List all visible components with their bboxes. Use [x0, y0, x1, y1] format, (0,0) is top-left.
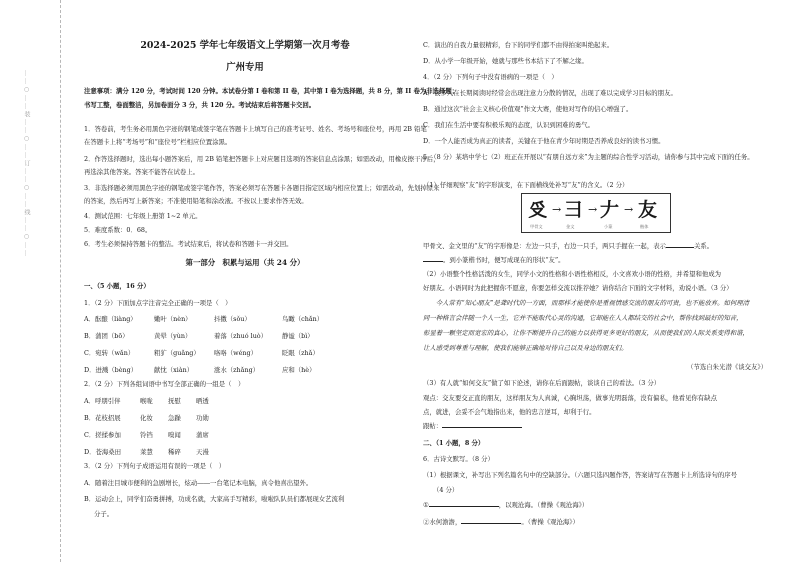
q5-stem: 5．（8 分）某培中学七（2）班正在开展以“有朋自远方来”为主题的综合性学习活动，请你参与其中完成下面的任务。 — [423, 153, 754, 161]
q1-a-2: 嫩叶（nèn） — [154, 315, 192, 323]
q1-option-b — [84, 331, 406, 341]
q1-c-4: 眨眼（zhǎ） — [282, 349, 319, 357]
q5-t1a: 甲骨文、金文里的“友”的字形像是：左边一只手，右边一只手，两只手握在一起，表示 — [423, 242, 666, 250]
q2-c-1: C．搓揉参加 — [84, 431, 121, 439]
q2-c-2: 铃铛 — [140, 431, 153, 439]
q2-a-1: A．呼朋引伴 — [84, 397, 121, 405]
notes-line-6: 3．非选择题必须用黑色字迹的钢笔或签字笔作答，答案必须写在答题卡各题目指定区域内相应位置上；如需改动，先划掉原来 — [84, 184, 440, 192]
q2-option-a — [84, 396, 406, 406]
q5-task1-text-a — [423, 241, 767, 251]
group1-heading: 一、（5 小题，16 分） — [84, 282, 150, 290]
arrow-icon: → — [624, 203, 634, 216]
q5-reply-label: 跟帖： — [423, 422, 443, 430]
q4-option-a: A．很多人在长期阅读时经常会出现注意力分散的情况，出现了难以完成学习目标的朋友。 — [423, 89, 677, 97]
q6-l1-prefix: ① — [423, 501, 429, 509]
q4-option-c: C．我们在生活中要有积极乐观的态度，认识到困难的勇气。 — [423, 121, 595, 129]
exam-title: 2024-2025 学年七年级语文上学期第一次月考卷 — [140, 40, 350, 51]
q1-b-4: 静谧（bì） — [282, 332, 314, 340]
quote-line-2: 同一种格言会伴随一个人一生，它并不能取代心灵的沟通，它却能在人人都结交的社会中，帮你找到最好的知音， — [423, 314, 743, 322]
notes-line-10: 6．考生必须保持答题卡的整洁。考试结束后，将试卷和答题卡一并交回。 — [84, 240, 293, 248]
q6-line-1 — [423, 500, 767, 510]
notes-line-4: 2．作答选择题时，选出每小题答案后，用 2B 铅笔把答题卡上对应题目选项的答案信息点涂黑；如需改动，用橡皮擦干净后， — [84, 155, 440, 163]
q1-option-c — [84, 348, 406, 358]
q5-reply — [423, 421, 767, 431]
q2-option-d — [84, 447, 406, 457]
quote-line-3: 彰显着一颗坚定而宽宏的真心，让你不断提升自己的能力以获得更多更好的朋友，从而使我们的人际关系变得和谐， — [423, 329, 749, 337]
notes-line-5: 再选涂其他答案。答案不能答在试卷上。 — [84, 168, 200, 176]
exam-subtitle: 广州专用 — [226, 62, 264, 73]
q2-c-3: 嗅闻 — [168, 431, 181, 439]
q6-l2-prefix: ②水何澹澹， — [423, 518, 462, 526]
q6-line-2 — [423, 517, 767, 527]
q2-b-2: 化妆 — [140, 414, 153, 422]
q6-task1-b: （4 分） — [433, 486, 459, 494]
q3-stem: 3．（2 分）下列句子成语运用有误的一项是（ ） — [84, 462, 226, 470]
q4-stem: 4．（2 分）下列句子中没有语病的一项是（ ） — [423, 73, 558, 81]
glyph-seal: 𠂇 — [600, 199, 620, 221]
q5-view-1: 观点：交友要交正直的朋友，这样朋友为人真诚，心胸坦荡，做事光明磊落，没有偏私，他看见你有缺点 — [423, 394, 717, 402]
arrow-icon: → — [552, 203, 562, 216]
q1-b-3: 着落（zhuó luò） — [214, 332, 268, 340]
q2-stem: 2．（2 分）下列各组词语中书写全部正确的一组是（ ） — [84, 380, 245, 388]
quote-source: （节选自朱光潜《谈交友》） — [687, 363, 767, 371]
q3-option-b: B．运动会上，同学们奋勇拼搏，功成名就，大家高手写精彩，啦啦队队员们都展现女艺流利 — [84, 495, 345, 503]
notes-line-3: 在答题卡上将“考场号”和“座位号”栏相应位置涂黑。 — [84, 138, 232, 146]
notes-line-2: 1．答卷前，考生务必用黑色字迹的钢笔或签字笔在答题卡上填写自己的准考证号、姓名、考场号和座位号，再用 2B 铅笔 — [84, 125, 427, 133]
q5-task1-text-b — [423, 255, 767, 265]
group2-heading: 二、（1 小题，8 分） — [423, 439, 485, 447]
q1-d-2: 献忱（xiàn） — [154, 366, 194, 374]
notes-line-9: 5．难度系数：0．68。 — [84, 226, 152, 234]
answer-blank[interactable] — [423, 261, 443, 262]
q1-option-a — [84, 314, 406, 324]
q2-d-2: 莱慧 — [140, 448, 153, 456]
q1-a-3: 抖擞（sǒu） — [214, 315, 251, 323]
binding-margin — [0, 0, 61, 562]
q3-option-c: C．演出的自我力量很精彩，台下的同学们都不由得拍案叫绝起来。 — [423, 41, 614, 49]
q1-option-d — [84, 365, 406, 375]
q1-a-4: 鸟瞰（chǎn） — [282, 315, 324, 323]
q1-c-2: 粗犷（guǎng） — [154, 349, 200, 357]
q1-b-2: 黄晕（yùn） — [154, 332, 192, 340]
q2-d-4: 天漫 — [196, 448, 209, 456]
q2-a-4: 晒透 — [196, 397, 209, 405]
arrow-icon: → — [588, 203, 598, 216]
glyph-label-regular: 楷体 — [640, 224, 649, 229]
q1-c-1: C．宛转（wǎn） — [84, 349, 135, 357]
notes-line-7: 的答案，然后再写上新答案；不准使用铅笔和涂改液。不按以上要求作答无效。 — [84, 197, 308, 205]
quote-line-4: 让人感受到尊重与理解，使我们能够正确地对待自己以及身边的朋友们。 — [423, 344, 628, 352]
notes-line-0: 注意事项：满分 120 分，考试时间 120 分钟。本试卷分第 I 卷和第 II 卷，其中第 I 卷为选择题，共 8 分，第 II 卷为非选择题； — [84, 87, 459, 95]
q3-option-d: D．从小学一年级开始，她就与那些书本结下了不解之缘。 — [423, 57, 588, 65]
glyph-oracle: 𠬪 — [528, 199, 548, 221]
glyph-bronze: ⺕ — [564, 199, 584, 221]
q1-c-3: 咯咯（wéng） — [214, 349, 258, 357]
q5-task2: （2）小语整个性格活泼的女生，同学小文的性格和小语性格相反，小文喜欢小语的性格，并希望和他成为 — [423, 270, 722, 278]
q2-d-3: 稀碎 — [168, 448, 181, 456]
notes-line-8: 4．测试范围：七年级上册第 1~2 单元。 — [84, 212, 202, 220]
answer-blank[interactable] — [461, 523, 521, 524]
binding-line-text: ……○……装……○……订……○……线……○…… — [23, 70, 30, 258]
glyph-regular: 友 — [638, 199, 658, 221]
right-column — [423, 0, 767, 562]
q2-option-b — [84, 413, 406, 423]
q6-l2-suffix: 。（曹操《观沧海》） — [521, 518, 579, 526]
q1-b-1: B．蒲团（bō） — [84, 332, 129, 340]
q2-c-4: 蒲席 — [196, 431, 209, 439]
q4-option-d: D．一个人能否成为真正的读者，关键在于他在青少年时期是否养成良好的读书习惯。 — [423, 137, 665, 145]
q1-a-1: A．酝酿（liàng） — [84, 315, 137, 323]
q1-d-1: D．迸溅（bèng） — [84, 366, 138, 374]
q5-t1c: 。到小篆楷书时，便写成现在的形状“友”。 — [443, 256, 565, 264]
part1-title: 第一部分 积累与运用（共 24 分） — [185, 258, 305, 267]
q2-a-2: 喉咙 — [140, 397, 153, 405]
q5-task3: （3）有人就“如何交友”做了如下论述，请你在后面跟帖，谈谈自己的看法。（3 分） — [423, 379, 661, 387]
q2-b-4: 功勋 — [196, 414, 209, 422]
q2-b-3: 急躁 — [168, 414, 181, 422]
q1-stem: 1．（2 分）下面加点字注音完全正确的一项是（ ） — [84, 299, 232, 307]
glyph-label-oracle: 甲骨文 — [530, 224, 543, 229]
q1-d-3: 涨水（zhǎng） — [214, 366, 260, 374]
q4-option-b: B．通过这次“社会主义核心价值观”作文大赛，使他对写作的信心增强了。 — [423, 105, 633, 113]
q2-a-3: 抚慰 — [168, 397, 181, 405]
q2-b-1: B．花枝招展 — [84, 414, 121, 422]
q5-t1b: 关系。 — [694, 242, 714, 250]
q6-task1: （1）根据课文，补写出下列名篇名句中的空缺部分。（六题只选四题作答，答案请写在答题卡上所选诗句的序号 — [423, 471, 738, 479]
character-evolution-figure — [521, 193, 671, 233]
answer-blank[interactable] — [666, 247, 694, 248]
q1-d-4: 应和（hè） — [282, 366, 316, 374]
q5-task1: （1）仔细观察“友”的字形演变，在下面横线处补写“友”的含义。（2 分） — [423, 181, 629, 189]
q3-option-a: A．随着注目城市便利的急剧增长，炫动――一台笔记本电脑，真令他喜出望外。 — [84, 479, 313, 487]
quote-line-1: 今人常有“知心朋友”是聋时代的一方面，而那样才能使你是重视情感交流的朋友的可贵，也不能放弃。如何理清 — [423, 299, 750, 307]
q2-d-1: D．苍海桑田 — [84, 448, 122, 456]
q5-task2-b: 好朋友。小语同时为此把握你不愿意，你要怎样交流以推荐她？请你结合下面的文字材料，劝说小语。（3 分） — [423, 284, 733, 292]
glyph-label-bronze: 金文 — [566, 224, 575, 229]
q2-option-c — [84, 430, 406, 440]
glyph-label-seal: 小篆 — [604, 224, 613, 229]
q3-option-b-cont: 分子。 — [94, 510, 114, 518]
glyph-row — [522, 197, 670, 223]
q6-stem: 6．古诗文默写。（8 分） — [423, 455, 494, 463]
q6-l1-suffix: ，以观沧海。（曹操《观沧海》） — [498, 501, 589, 509]
answer-blank[interactable] — [442, 427, 522, 428]
notes-line-1: 书写工整，卷面整洁，另加卷面分 3 分，共 120 分。考试结束后将答题卡交回。 — [84, 101, 316, 109]
q5-view-2: 点，就进，会妥不会气地指出来，他的忠言逆耳，却利于行。 — [423, 408, 596, 416]
answer-blank[interactable] — [429, 506, 499, 507]
